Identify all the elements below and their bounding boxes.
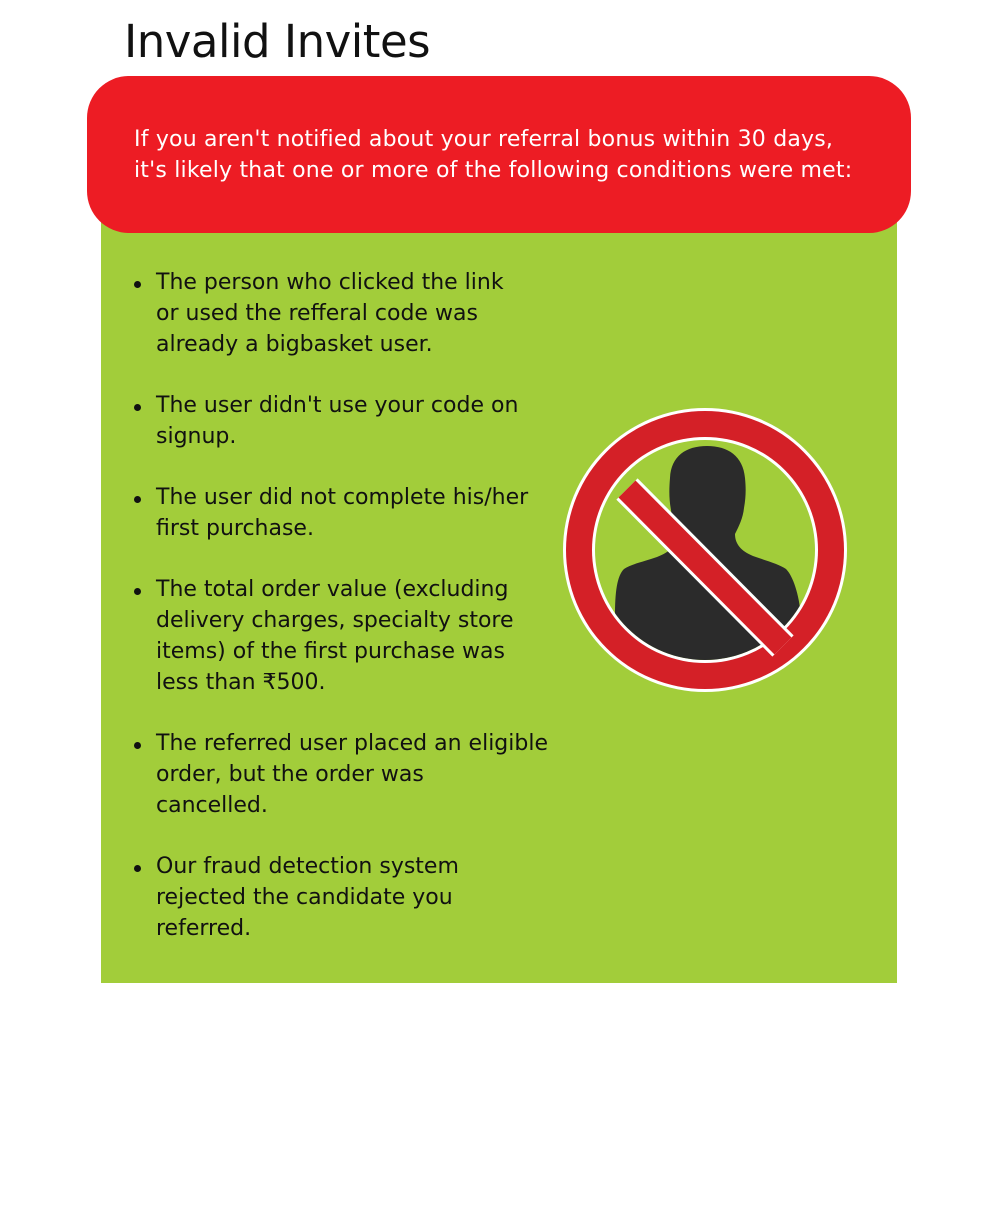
condition-line: first purchase. [156, 515, 314, 541]
condition-line: Our fraud detection system [156, 854, 459, 880]
no-user-prohibition-icon [561, 406, 849, 694]
condition-line: referred. [156, 915, 252, 941]
notice-banner [87, 76, 911, 233]
condition-line: signup. [156, 423, 237, 449]
notice-text [134, 124, 911, 186]
condition-line: delivery charges, specialty store [156, 608, 514, 634]
condition-line: order, but the order was [156, 761, 424, 787]
condition-line: The user didn't use your code on [156, 392, 519, 418]
notice-line-1: If you aren't notified about your referral bonus within 30 days, [134, 127, 834, 152]
condition-item-order-cancelled [156, 729, 561, 821]
condition-line: The referred user placed an eligible [156, 731, 548, 757]
condition-line: The total order value (excluding [156, 577, 509, 603]
conditions-list [156, 268, 561, 975]
condition-item-order-value [156, 575, 561, 698]
condition-line: cancelled. [156, 792, 268, 818]
condition-item-existing-user [156, 268, 561, 360]
page-title: Invalid Invites [124, 15, 431, 68]
condition-line: or used the refferal code was [156, 300, 478, 326]
condition-item-no-purchase [156, 483, 561, 545]
condition-line: already a bigbasket user. [156, 331, 433, 357]
condition-line: rejected the candidate you [156, 884, 453, 910]
condition-line: The user did not complete his/her [156, 485, 529, 511]
condition-line: items) of the first purchase was [156, 638, 505, 664]
notice-line-2: it's likely that one or more of the following conditions were met: [134, 158, 853, 183]
condition-line: The person who clicked the link [156, 270, 504, 295]
condition-line: less than ₹500. [156, 669, 326, 695]
condition-item-code-not-used [156, 391, 561, 453]
condition-item-fraud-rejected [156, 852, 561, 944]
